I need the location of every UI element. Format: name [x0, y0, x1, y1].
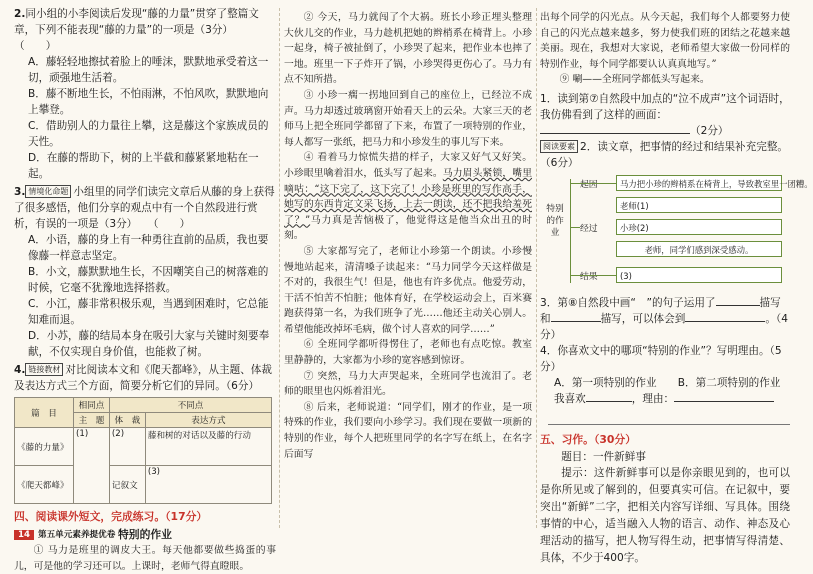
- question-1: 1．读到第⑦自然段中加点的“泣不成声”这个词语时，我仿佛看到了这样的画面：（2分）: [540, 92, 790, 137]
- passage-para-6: ⑥ 全班同学都听得愣住了，老师也有点吃惊。教室里静静的，大家都为小珍的宽容感到惊讶。: [284, 339, 532, 367]
- q3-option-d: D．小苏，藤的结局本身在吸引大家与关键时刻要奉献，不仅实现自身价值，也能救了树。: [28, 330, 270, 358]
- footer-title: 第五单元素养提优卷: [37, 530, 116, 540]
- wavy-underlined-sentence: 马力眉头紧锁，嘴里嘀咕：“这下完了，这下完了！小珍是班里的写作高手，她写的东西肯定文采飞扬，上去一朗读，还不把我给羞死了？”: [284, 167, 533, 226]
- q4-options: A．第一项特别的作业 B．第二项特别的作业: [554, 376, 781, 389]
- q3-blank-2[interactable]: [551, 321, 601, 322]
- q2-option-d: D．在藤的帮助下，树的上半截和藤紧紧地粘在一起。: [28, 152, 259, 180]
- th-genre: 体 裁: [109, 413, 145, 428]
- diagram-label-cause: 起因: [580, 179, 598, 190]
- q4-choice-blank[interactable]: [586, 401, 632, 402]
- column-divider: [536, 8, 537, 528]
- question-2-diagram: 阅读要素 2．读文章，把事情的经过和结果补充完整。（6分）: [540, 140, 789, 169]
- passage-title: 特别的作业: [118, 528, 172, 541]
- passage-para-7: ⑦ 突然，马力大声哭起来，全班同学也流泪了。老师的眼里也闪烁着泪光。: [284, 370, 532, 398]
- q3-blank-1[interactable]: [716, 305, 760, 306]
- question-3: 3. 情境化命题 小组里的同学们读完文章后从藤的身上获得了很多感悟，他们分享的观点中有一个自然段进行赏析，有误的一项是（3分） （ ）: [14, 186, 275, 230]
- question-4-text: 4．你喜欢文中的哪项“特别的作业”？写明理由。（5分）: [540, 344, 782, 373]
- passage-para-2: ② 今天，马力就闯了个大祸。班长小珍正埋头整理大伙儿交的作业，马力趁机把她的辫梢系在椅背上。小珍一起身，椅子被扯倒了，小珍哭了起来，把作业本也摔了一地。班里一下子炸开了锅，小珍哭得更伤心了。马力有点不知所措。: [284, 12, 532, 86]
- question-2: 2.同小组的小李阅读后发现“藤的力量”贯穿了整篇文章，下列不能表现“藤的力量”的一项是（3分） （ ）: [14, 8, 259, 52]
- q2-option-a: A．藤轻轻地擦拭着脸上的唾沫，默默地承受着这一切，顽强地生活着。: [28, 56, 269, 84]
- box-result-answer[interactable]: (3): [616, 267, 782, 283]
- page-footer: [14, 528, 115, 540]
- answer-line[interactable]: [548, 407, 790, 425]
- th-same: 相同点: [74, 398, 110, 413]
- passage-para-1: ① 马力是班里的调皮大王。每天他都要做些捣蛋的事儿，可是他的学习还可以。上课时，老师气得直瞪眼。: [14, 545, 276, 572]
- passage-para-9: ⑨ 唰——全班同学都低头写起来。: [559, 74, 710, 86]
- row1-theme-answer[interactable]: (1): [74, 428, 110, 504]
- th-topic: 篇 目: [15, 398, 74, 428]
- column-left: [14, 6, 276, 574]
- q4-tag: 链接教材: [25, 363, 63, 376]
- q4-reason-blank[interactable]: [674, 401, 774, 402]
- box-process-3: 老师，同学们感到深受感动。: [616, 241, 782, 257]
- q3-tag: 情境化命题: [25, 185, 71, 198]
- row2-style-answer[interactable]: (3): [145, 466, 271, 504]
- q3-option-b: B．小文，藤默默地生长，不因嘲笑自己的树落难的时候，它毫不犹豫地选择搭救。: [28, 266, 269, 294]
- box-xiaozhen-answer[interactable]: 小珍(2): [616, 219, 782, 235]
- passage-para-8: ⑧ 后来，老师说道：“同学们，刚才的作业，是一项特殊的作业，我们要向小珍学习。我们现在要做一项新的特别的作业，每个人把班里同学的名字写在纸上，在名字后面写: [284, 401, 532, 460]
- diagram-bracket: [570, 179, 571, 283]
- passage-para-5: ⑤ 大家都写完了，老师让小珍第一个朗读。小珍慢慢地站起来，清清嗓子读起来：“马力同学今天这样做是不对的，我很生气！但是，他也有许多优点。他爱劳动，干活不怕苦不怕脏；他体育好，在学校运动会上，百米赛跑获得第一名，为我们班争了光……他还主动关心别人。希望他能改掉坏毛病，做个讨人喜欢的同学……”: [284, 245, 532, 335]
- section-4-heading: 四、阅读课外短文，完成练习。（17分）: [14, 510, 208, 523]
- th-style: 表达方式: [145, 413, 271, 428]
- row1-name: 《藤的力量》: [15, 428, 74, 466]
- row2-name: 《爬天都峰》: [15, 466, 74, 504]
- column-right: [540, 10, 813, 567]
- connector-line: [570, 227, 580, 228]
- page-number: 14: [14, 530, 34, 540]
- q3-option-a: A．小语，藤的身上有一种勇往直前的品质，我也要像藤一样意志坚定。: [28, 234, 269, 262]
- diagram-label-result: 结果: [580, 271, 598, 282]
- event-diagram: [540, 173, 813, 291]
- passage-para-8-cont: 出每个同学的闪光点。从今天起，我们每个人都要努力使自己的闪光点越来越多，努力使我们班的团结之花越来越美丽。现在，我想对大家说，老师希望大家做一份同样的特别作业，每个同学都要认认真真地写。”: [540, 12, 790, 70]
- q3-blank-3[interactable]: [685, 321, 765, 322]
- essay-tips: 提示：这件新鲜事可以是你亲眼见到的，也可以是你所见或了解到的，但要真实可信。在记叙中，要突出“新鲜”二字，把相关内容写详细、写具体。围绕事情的中心，适当融入人物的语言、动作、神态及心理活动的描写，把人物写得生动，把事情写得清楚、具体，不少于400字。: [540, 466, 790, 564]
- diagram-side-label: 特别的作业: [546, 203, 564, 238]
- connector-line: [570, 183, 616, 184]
- q3-option-c: C．小江，藤非常积极乐观，当遇到困难时，它总能知难而退。: [28, 298, 269, 326]
- question-3-text: 3．第⑧自然段中画“ ”的句子运用了 描写和 描写，可以体会到 。（4分）: [540, 296, 788, 341]
- question-4: 4. 链接教材 对比阅读本文和《爬天都峰》，从主题、体裁及表达方式三个方面，简要分析它们的异同。（6分）: [14, 364, 272, 392]
- q2-option-c: C．借助别人的力量往上攀，这是藤这个家族成员的天性。: [28, 120, 269, 148]
- q1-answer-blank[interactable]: [540, 133, 690, 134]
- connector-line: [570, 275, 616, 276]
- q2-tag: 阅读要素: [540, 140, 578, 153]
- row2-genre: 记叙文: [109, 466, 145, 504]
- passage-para-4: ④ 看着马力惊慌失措的样子，大家又好气又好笑。小珍眼里噙着泪水，低头写了起来。马力眉头紧锁，嘴里嘀咕：“这下完了，这下完了！小珍是班里的写作高手，她写的东西肯定文采飞扬，上去一朗读，还不把我给羞死了？”马力真是苦恼极了，他觉得这是他当众出丑的时刻。: [284, 152, 533, 242]
- box-cause: 马力把小珍的辫梢系在椅背上，导致教室里一团糟。: [616, 175, 782, 191]
- th-diff: 不同点: [109, 398, 271, 413]
- passage-para-3: ③ 小珍一瘸一拐地回到自己的座位上，已经泣不成声。马力却透过玻璃窗开始看天上的云朵。大家三天的老师马上把全班同学都留了下来，布置了一项特别的作业，每人都写一张纸，把马力和小珍发生的事儿写下来。: [284, 89, 532, 148]
- row1-style: 藤和树的对话以及藤的行动: [145, 428, 271, 466]
- essay-topic: 题目：一件新鲜事: [561, 450, 646, 463]
- row1-genre-answer[interactable]: (2): [109, 428, 145, 466]
- box-teacher-answer[interactable]: 老师(1): [616, 197, 782, 213]
- column-middle: [284, 10, 532, 462]
- diagram-label-process: 经过: [580, 223, 598, 234]
- comparison-table: [14, 397, 272, 504]
- q4-answer-line: 我喜欢 ，理由：: [554, 391, 790, 407]
- section-5-heading: 五、习作。（30分）: [540, 432, 636, 446]
- q2-option-b: B．藤不断地生长，不怕雨淋，不怕风吹，默默地向上攀登。: [28, 88, 269, 116]
- column-divider: [279, 8, 280, 528]
- th-theme: 主 题: [74, 413, 110, 428]
